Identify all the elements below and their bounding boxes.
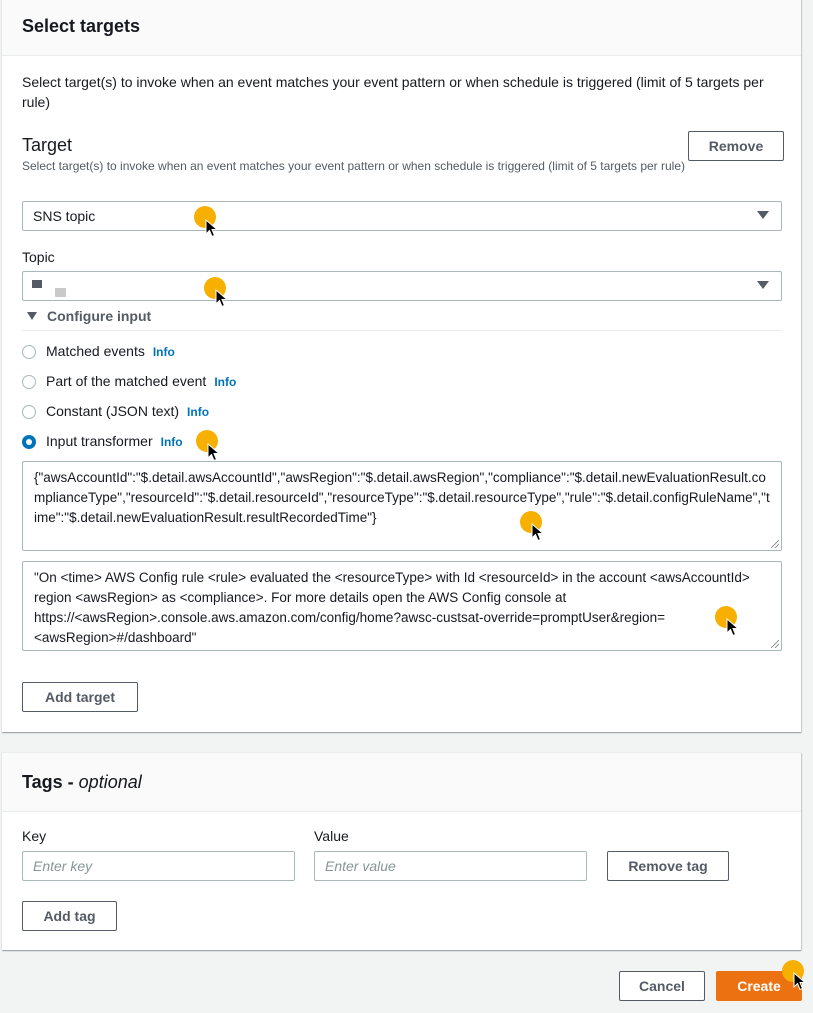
input-paths-textarea[interactable] [22, 461, 782, 551]
caret-down-icon [27, 312, 37, 320]
info-link[interactable]: Info [187, 405, 210, 419]
add-target-button[interactable]: Add target [22, 682, 138, 712]
configure-input-toggle[interactable] [22, 308, 782, 331]
cancel-button[interactable]: Cancel [619, 971, 705, 1001]
info-link[interactable]: Info [214, 375, 237, 389]
mouse-pointer-icon [207, 443, 221, 463]
radio-input-transformer[interactable] [22, 435, 36, 449]
remove-target-button[interactable]: Remove [688, 131, 784, 161]
mouse-pointer-icon [726, 618, 740, 638]
select-targets-header [2, 0, 801, 56]
select-targets-panel [2, 0, 801, 732]
target-type-select[interactable] [22, 201, 782, 231]
add-tag-button[interactable]: Add tag [22, 901, 117, 931]
constant-json-label[interactable]: Constant (JSON text) Info [46, 403, 210, 419]
part-of-matched-event-label[interactable]: Part of the matched event Info [46, 373, 237, 389]
radio-constant-json[interactable] [22, 405, 36, 419]
radio-part-of-matched-event[interactable] [22, 375, 36, 389]
input-template-value: "On <time> AWS Config rule <rule> evaluated the <resourceType> with Id <resourceId> in the account <awsAccountId> region <awsRegion> as <compliance>. For more details open the AWS Config console at https://<awsRegion>.console.aws.amazon.com/config/home?awsc-custsat-override=promptUser&region=<awsRegion>#/dashboard" [34, 570, 750, 645]
redacted-icon [55, 288, 66, 297]
create-button[interactable]: Create [716, 971, 802, 1001]
select-targets-description: Select target(s) to invoke when an event matches your event pattern or when schedule is triggered (limit of 5 targets per rule) [22, 74, 764, 110]
configure-input-heading: Configure input [47, 308, 152, 324]
value-label: Value [314, 828, 349, 844]
mouse-pointer-icon [215, 289, 229, 309]
info-link[interactable]: Info [152, 345, 175, 359]
chevron-down-icon [757, 281, 769, 289]
info-link[interactable]: Info [160, 435, 183, 449]
radio-matched-events[interactable] [22, 345, 36, 359]
mouse-pointer-icon [531, 523, 545, 543]
mouse-pointer-icon [793, 972, 807, 992]
mouse-pointer-icon [205, 219, 219, 239]
target-heading: Target [22, 135, 73, 155]
input-paths-value: {"awsAccountId":"$.detail.awsAccountId","awsRegion":"$.detail.awsRegion","compliance":"$.detail.newEvaluationResult.complianceType","resourceId":"$.detail.resourceId","resourceType":"$.detail.resourceType","rule":"$.detail.configRuleName","time":"$.detail.newEvaluationResult.resultRecordedTime"} [34, 470, 770, 525]
target-description: Select target(s) to invoke when an event matches your event pattern or when schedule is triggered (limit of 5 targets per rule) [22, 159, 685, 173]
target-type-value: SNS topic [33, 208, 96, 224]
matched-events-label[interactable]: Matched events Info [46, 343, 175, 359]
topic-select[interactable] [22, 271, 782, 301]
input-transformer-label[interactable]: Input transformer Info [46, 433, 183, 449]
input-template-textarea[interactable] [22, 561, 782, 651]
tags-title: Tags - optional [22, 772, 142, 792]
remove-tag-button[interactable]: Remove tag [607, 851, 729, 881]
chevron-down-icon [757, 211, 769, 219]
resize-handle-icon[interactable] [771, 640, 779, 648]
tags-header [2, 753, 801, 812]
resize-handle-icon[interactable] [771, 540, 779, 548]
key-label: Key [22, 828, 47, 844]
tag-key-input[interactable]: Enter key [22, 851, 295, 881]
tag-value-input[interactable]: Enter value [314, 851, 587, 881]
select-targets-title: Select targets [22, 16, 141, 36]
redacted-icon [32, 280, 42, 288]
topic-label: Topic [22, 249, 55, 265]
tags-panel [2, 752, 801, 950]
